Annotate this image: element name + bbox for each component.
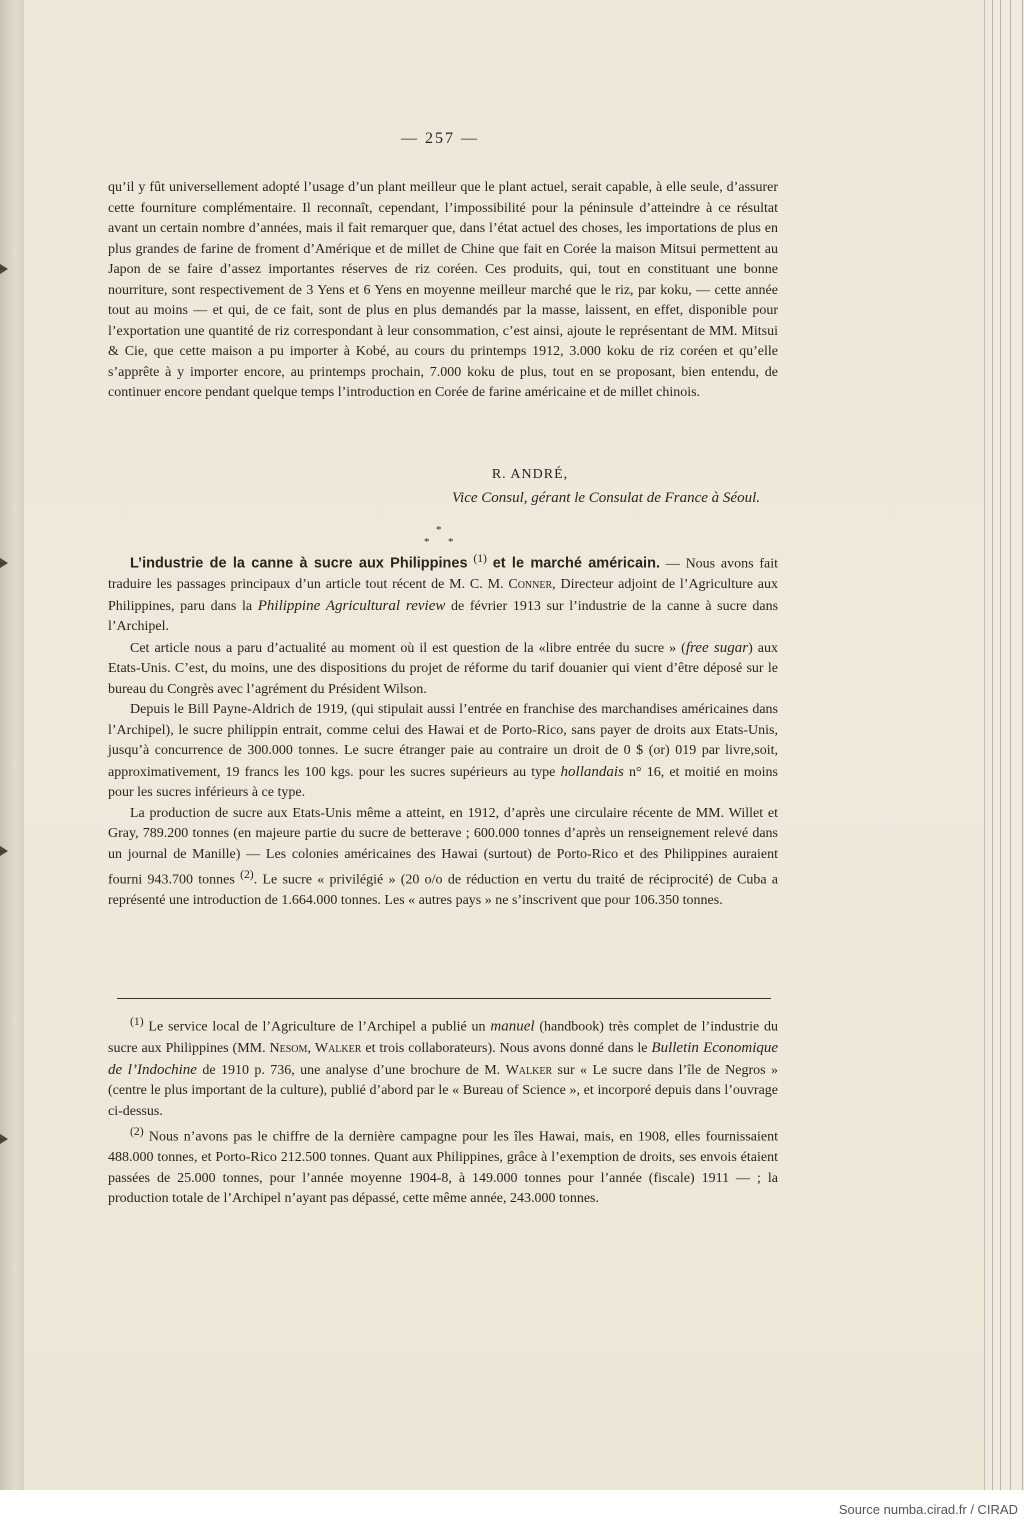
margin-tab-marker [0, 1134, 8, 1144]
page-stack-edge [986, 0, 993, 1490]
italic-term: manuel [490, 1018, 535, 1035]
page-stack-edge [1002, 0, 1011, 1490]
source-credit: Source numba.cirad.fr / CIRAD [838, 1502, 1018, 1517]
asterism-star: * [448, 536, 454, 548]
paragraph-text: n° 16, et moitié en moins pour les sucres inférieurs à ce type. [108, 764, 779, 801]
footnote-number: (2) [130, 1125, 144, 1139]
footnote-ref: (1) [473, 552, 487, 565]
author-name: Walker [314, 1041, 362, 1057]
footnotes-section [108, 1012, 778, 1210]
page-number: — 257 — [401, 130, 479, 147]
paragraph-text: Cet article nous a paru d’actualité au moment où il est question de la «libre entrée du sucre » ( [130, 640, 686, 656]
asterism-star: * [424, 536, 430, 548]
author-name: Conner [508, 577, 553, 593]
review-title: Philippine Agricultural review [257, 597, 446, 614]
paragraph-text: ) aux Etats-Unis. C’est, du moins, une des dispositions du projet de réforme du tarif douanier qui vient d’être déposé sur le bureau du Congrès avec l’agrément du Président Wilson. [108, 640, 778, 697]
footnote-text: et trois collaborateurs). Nous avons donné dans le [365, 1041, 648, 1057]
page-stack-edge [1012, 0, 1023, 1490]
author-name: Nesom [269, 1041, 308, 1057]
footnote-rule [117, 998, 771, 999]
margin-tab-marker [0, 264, 8, 274]
footnote-number: (1) [130, 1015, 144, 1028]
article-title-continued: et le marché américain. [492, 555, 660, 572]
footnote-1 [108, 1012, 778, 1122]
previous-page-edge [0, 0, 25, 1490]
margin-tab-marker [0, 558, 8, 568]
paragraph-text: Depuis le Bill Payne-Aldrich de 1919, (qui stipulait aussi l’entrée en franchise des marchandises américaines dans l’Archipel), le sucre philippin entrait, comme celui des Hawai et de Porto-Rico, sans payer de droits aux Etats-Unis, jusqu’à concurrence de 300.000 tonnes. Le sucre étranger paie au contraire un droit de 0 $ (or) 019 par livre,soit, approximativement, 19 francs les 100 kgs. pour les sucres supérieurs au type [108, 702, 778, 780]
article-section [108, 549, 778, 912]
footnote-text: Nous n’avons pas le chiffre de la dernière campagne pour les îles Hawai, mais, en 1908, elles fournissaient 488.000 tonnes, et Porto-Rico 212.500 tonnes. Quant aux Philippines, grâce à l’exemption de droits, ses envois étaient passées de 25.000 tonnes, pour l’année moyenne 1904-8, à 149.000 tonnes pour l’année (fiscale) 1911 — ; la production totale de l’Archipel n’ayant pas dépassé, cette même année, 243.000 tonnes. [108, 1129, 778, 1207]
footnote-ref: (2) [240, 868, 254, 882]
article-first-paragraph [108, 549, 778, 638]
signature-title: Vice Consul, gérant le Consulat de France à Séoul. [451, 490, 760, 506]
page-stack-edge [994, 0, 1001, 1490]
signature-name: R. ANDRÉ, [491, 467, 569, 482]
paragraph-text: . Le sucre « privilégié » (20 o/o de réduction en vertu du traité de réciprocité) de Cuba a représenté une introduction de 1.664.000 tonnes. Les « autres pays » ne s’inscrivent que pour 106.350 tonnes. [108, 872, 779, 909]
asterism-star: * [436, 524, 442, 536]
paragraph-text: — Nous avons fait traduire les passages principaux d’un article tout récent de M. C. M. [108, 556, 779, 593]
article-paragraph [108, 804, 778, 912]
continued-paragraph [108, 178, 778, 404]
footnote-text: sur « Le sucre dans l’île de Negros » (centre le plus important de la culture), publié d’abord par le « Bureau of Science », et incorporé depuis dans l’ouvrage ci-dessus. [108, 1062, 779, 1119]
paragraph-text: de février 1913 sur l’industrie de la canne à sucre dans l’Archipel. [108, 598, 779, 635]
author-name: Walker [505, 1062, 553, 1078]
paragraph-text: , Directeur adjoint de l’Agriculture aux Philippines, paru dans la [108, 577, 779, 614]
article-paragraph [108, 638, 778, 701]
italic-term: free sugar [685, 639, 749, 656]
paragraph-text: qu’il y fût universellement adopté l’usage d’un plant meilleur que le plant actuel, serait capable, à elle seule, d’assurer cette fourniture complémentaire. Il reconnaît, cependant, l’impossibilité pour la péninsule d’atteindre à ce résultat avant un certain nombre d’années, mais il fait remarquer que, dans l’état actuel des choses, les importations de plus en plus grandes de farine de froment d’Amérique et de millet de Chine que fait en Corée la maison Mitsui permettent au Japon de se faire d’assez importantes réserves de riz coréen. Ces produits, qui, tout en constituant une bonne nourriture, sont respectivement de 3 Yens et 6 Yens en moyenne meilleur marché que le riz, par koku, — cette année tout au moins — et qui, de ce fait, sont de plus en plus demandés par la masse, laissent, en effet, disponible pour l’exportation une quantité de riz correspondant à leur consommation, c’est ainsi, ajoute le représentant de MM. Mitsui & Cie, que cette maison a pu importer à Kobé, au cours du printemps 1912, 3.000 koku de riz coréen et qu’elle s’apprête à y importer encore, au printemps prochain, 7.000 koku de plus, tout en se proposant, bien entendu, de continuer encore pendant quelque temps l’introduction en Corée de farine américaine et de millet chinois. [108, 180, 778, 400]
article-paragraph [108, 700, 778, 804]
article-title: L’industrie de la canne à sucre aux Philippines [130, 555, 468, 572]
footnote-text: Le service local de l’Agriculture de l’Archipel a publié un [148, 1019, 486, 1035]
footnote-2 [108, 1122, 778, 1210]
italic-term: hollandais [560, 763, 624, 780]
footnote-text: , [307, 1041, 311, 1057]
margin-tab-marker [0, 846, 8, 856]
bulletin-title: Bulletin Economique de l’Indochine [108, 1040, 779, 1078]
paragraph-text: La production de sucre aux Etats-Unis même a atteint, en 1912, d’après une circulaire récente de MM. Willet et Gray, 789.200 tonnes (en majeure partie du sucre de betterave ; 600.000 tonnes d’après un renseignement relevé dans un journal de Manille) — Les colonies américaines des Hawai (surtout) de Porto-Rico et des Philippines auraient fourni 943.700 tonnes [108, 805, 778, 888]
footnote-text: (handbook) très complet de l’industrie du sucre aux Philippines (MM. [108, 1019, 779, 1057]
footnote-text: de 1910 p. 736, une analyse d’une brochure de M. [202, 1062, 501, 1078]
